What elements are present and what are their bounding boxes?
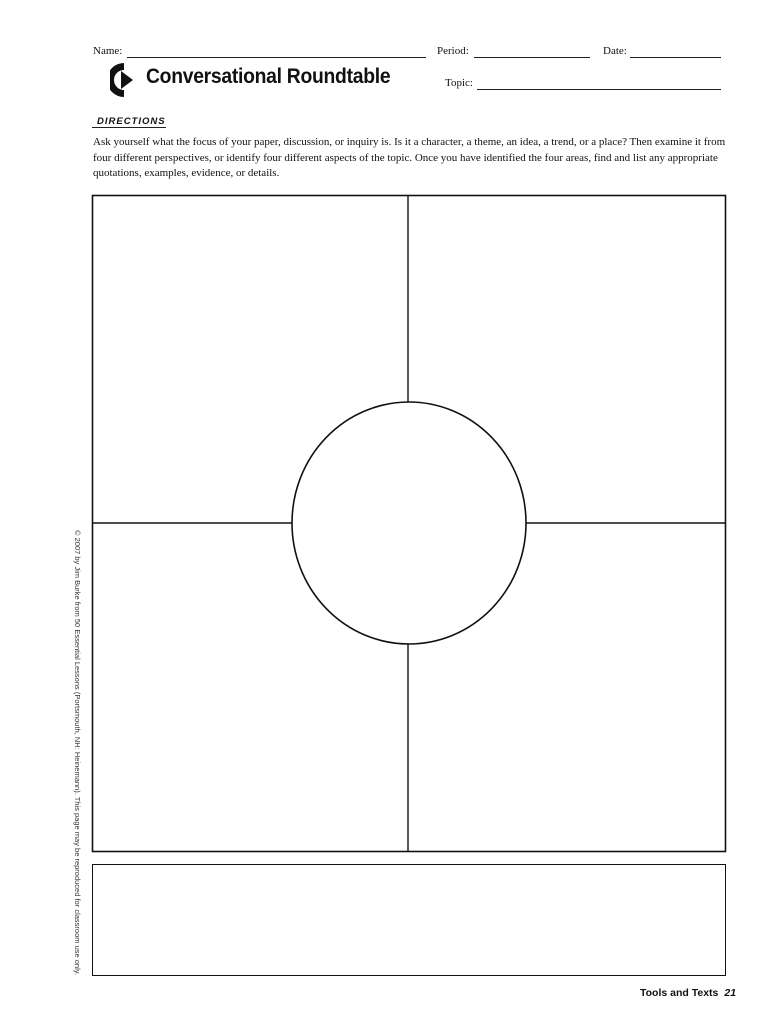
topic-label: Topic: <box>445 77 473 89</box>
summary-box[interactable] <box>92 864 726 976</box>
period-label: Period: <box>437 45 469 57</box>
date-field[interactable] <box>630 57 721 58</box>
arrow-logo-icon <box>110 62 136 98</box>
quadrant-bottom-left[interactable] <box>94 525 406 850</box>
directions-heading: DIRECTIONS <box>97 116 166 127</box>
directions-rule <box>92 127 166 128</box>
page-number: 21 <box>724 987 737 999</box>
quadrant-top-left[interactable] <box>94 197 406 521</box>
period-field[interactable] <box>474 57 590 58</box>
directions-text: Ask yourself what the focus of your paper, discussion, or inquiry is. Is it a character, a theme, an idea, a trend, or a place? Then examine it from four different perspectives, or identify four different aspects of the topic. Once you have identified the four areas, find and list any appropriate quotations, examples, evidence, or details. <box>93 136 726 179</box>
quadrant-top-right[interactable] <box>410 197 724 521</box>
copyright-credit: © 2007 by Jim Burke from 50 Essential Lessons (Portsmouth, NH: Heinemann). This page may be reproduced for classroom use only. <box>73 530 82 976</box>
name-label: Name: <box>93 45 123 57</box>
footer-section-title: Tools and Texts <box>640 987 719 999</box>
page-footer <box>640 987 736 999</box>
name-field[interactable] <box>127 57 426 58</box>
topic-field[interactable] <box>477 89 721 90</box>
page-title: Conversational Roundtable <box>146 65 391 88</box>
roundtable-organizer <box>90 193 730 857</box>
date-label: Date: <box>603 45 627 57</box>
quadrant-bottom-right[interactable] <box>410 525 724 850</box>
